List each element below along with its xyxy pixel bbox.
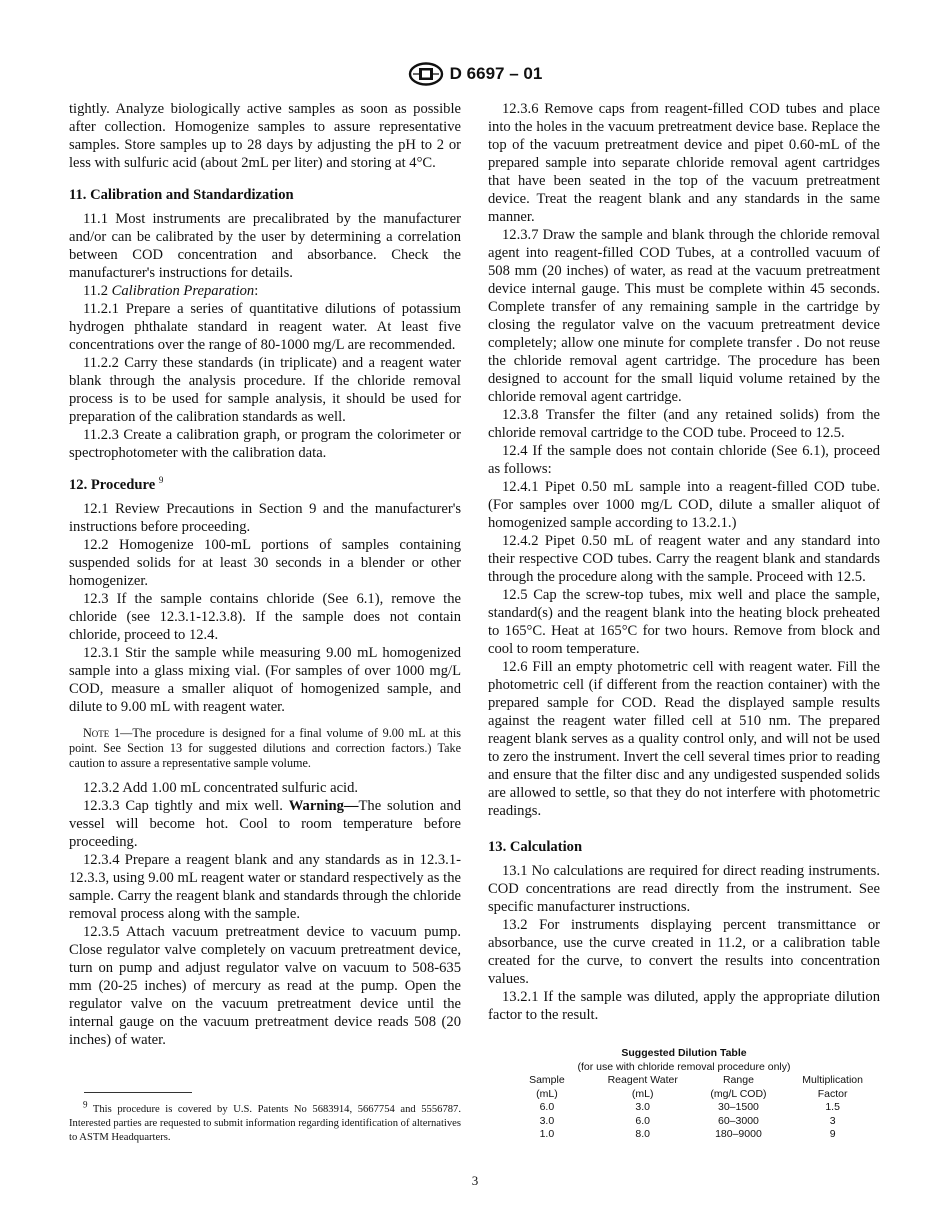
paragraph: 12.3.3 Cap tightly and mix well. Warning—The solution and vessel will become hot. Cool to room temperature before proceeding.	[69, 798, 461, 850]
section-heading: 13. Calculation	[488, 839, 583, 855]
paragraph: 12.4.1 Pipet 0.50 mL sample into a reagent-filled COD tube. (For samples over 1000 mg/L COD, dilute a smaller aliquot of homogenized sample according to 13.2.1.)	[488, 479, 880, 531]
right-column	[488, 100, 880, 1024]
paragraph: 12.3.5 Attach vacuum pretreatment device to vacuum pump. Close regulator valve completely on vacuum pretreatment device, turn on pump and adjust regulator valve on vacuum to 508-635 mm (20-25 inches) of mercury as read at the pump. Open the regulator valve on the vacuum pretreatment device until the internal gauge on the vacuum pretreatment device reads 508 (20 inches) of water.	[69, 924, 461, 1048]
column-header: (mL)	[536, 1087, 558, 1100]
paragraph: 12.3.4 Prepare a reagent blank and any standards as in 12.3.1-12.3.3, using 9.00 mL reagent water or standard respectively as the sample. Carry the reagent blank and standards through the chloride removal process along with the sample.	[69, 852, 461, 922]
column-header: Reagent Water	[607, 1074, 678, 1086]
table-subtitle: (for use with chloride removal procedure only)	[577, 1060, 791, 1073]
table-cell: 180–9000	[715, 1128, 762, 1140]
section-heading: 11. Calibration and Standardization	[69, 187, 294, 203]
column-header: (mg/L COD)	[710, 1087, 767, 1100]
table-cell: 3.0	[539, 1114, 555, 1127]
table-row	[500, 1101, 880, 1115]
column-header: Sample	[529, 1074, 565, 1086]
paragraph: 12.3.7 Draw the sample and blank through the chloride removal agent into reagent-filled COD Tubes, at a controlled vacuum of 508 mm (20 inches) of water, as read at the vacuum pretreatment device internal gauge. This must be complete within 45 seconds. Complete transfer of any remaining sample in the cartridge by closing the regulator valve on the vacuum pretreatment device completely; allow one minute for complete transfer . Do not reuse the chloride removal agent cartridge. The procedure has been designed to account for the small liquid volume retained by the chloride removal agent cartridge.	[488, 227, 880, 405]
table-header-row	[500, 1074, 880, 1088]
footnote-divider	[84, 1092, 192, 1093]
paragraph: 11.2.2 Carry these standards (in triplicate) and a reagent water blank through the analysis procedure. If the chloride removal process is to be used for sample analysis, it should be used for preparation of the calibration standards as well.	[69, 355, 461, 425]
page-number: 3	[471, 1173, 479, 1188]
table-cell: 3.0	[635, 1101, 651, 1113]
paragraph: 12.3.8 Transfer the filter (and any retained solids) from the chloride removal cartridge to the COD tube. Proceed to 12.5.	[488, 407, 880, 441]
paragraph: 11.1 Most instruments are precalibrated by the manufacturer and/or can be calibrated by the user by determining a correlation between COD concentration and absorbance. Check the manufacturer's instructions for details.	[69, 211, 461, 281]
left-column	[69, 100, 461, 1049]
paragraph: 13.2 For instruments displaying percent transmittance or absorbance, use the curve created in 11.2, or a calibration table created for the curve, to convert the results into concentration values.	[488, 917, 880, 987]
table-row	[500, 1128, 880, 1142]
designation: D 6697 – 01	[449, 64, 543, 83]
paragraph: 12.2 Homogenize 100-mL portions of samples containing suspended solids for at least 30 seconds in a blender or other homogenizer.	[69, 537, 461, 589]
paragraph: 12.3 If the sample contains chloride (See 6.1), remove the chloride (see 12.3.1-12.3.8). If the sample does not contain chloride, proceed to 12.4.	[69, 591, 461, 643]
paragraph: 12.3.6 Remove caps from reagent-filled COD tubes and place into the holes in the vacuum pretreatment device base. Replace the top of the vacuum pretreatment device and pipet 0.60-mL of the prepared sample into separate chloride removal agent cartridges that have been seated in the top of the vacuum pretreatment device. Treat the reagent blank and any standards in the same manner.	[488, 101, 880, 225]
paragraph: 11.2 Calibration Preparation:	[83, 283, 259, 299]
table-cell: 8.0	[635, 1128, 651, 1140]
note: Note 1—The procedure is designed for a final volume of 9.00 mL at this point. See Section 13 for suggested dilutions and correction factors.) Take caution to assure a representative sample volume.	[69, 726, 461, 770]
paragraph: 13.2.1 If the sample was diluted, apply the appropriate dilution factor to the result.	[488, 989, 880, 1023]
table-cell: 1.5	[825, 1101, 840, 1113]
table-row	[500, 1115, 880, 1129]
dilution-table	[488, 1047, 880, 1142]
footnote: $^9$ This procedure is covered by U.S. Patents No 5683914, 5667754 and 5556787. Interested parties are requested to submit information regarding identification of alternatives to ASTM Headquarters.	[69, 1099, 461, 1143]
page-header	[0, 62, 950, 91]
table-title: Suggested Dilution Table	[621, 1047, 747, 1059]
paragraph: tightly. Analyze biologically active samples as soon as possible after collection. Homogenize samples to assure representative samples. Store samples up to 28 days by adjusting the pH to 2 or less with sulfuric acid (about 2mL per liter) and storing at 4°C.	[69, 101, 461, 171]
footnote-ref: 9	[158, 475, 164, 486]
paragraph: 12.3.1 Stir the sample while measuring 9.00 mL homogenized sample into a glass mixing vial. (For samples of over 1000 mg/L COD, measure a smaller aliquot of homogenized sample, and dilute to 9.00 mL with reagent water.	[69, 645, 461, 715]
paragraph: 11.2.1 Prepare a series of quantitative dilutions of potassium hydrogen phthalate standard in reagent water. At least five concentrations over the range of 80-1000 mg/L are recommended.	[69, 301, 461, 353]
column-header: Multiplication	[802, 1074, 863, 1086]
column-header: Range	[722, 1074, 754, 1086]
column-header: (mL)	[631, 1087, 654, 1100]
paragraph: 13.1 No calculations are required for direct reading instruments. COD concentrations are read directly from the instrument. See specific manufacturer instructions.	[488, 863, 880, 915]
paragraph: 12.4.2 Pipet 0.50 mL of reagent water and any standard into their respective COD tubes. Carry the reagent blank and standards through the procedure along with the sample. Proceed with 12.5.	[488, 533, 880, 585]
table-header-row	[500, 1088, 880, 1102]
table-cell: 1.0	[539, 1128, 555, 1140]
astm-logo-icon	[408, 62, 444, 86]
table	[500, 1074, 880, 1142]
section-heading: 12. Procedure $^9$	[69, 475, 164, 493]
table-cell: 6.0	[635, 1114, 651, 1127]
table-cell: 3	[829, 1114, 836, 1127]
column-header: Factor	[817, 1087, 848, 1100]
table-cell: 9	[829, 1128, 836, 1140]
table-cell: 6.0	[539, 1101, 555, 1113]
paragraph: 11.2.3 Create a calibration graph, or program the colorimeter or spectrophotometer with the calibration data.	[69, 427, 461, 461]
paragraph: 12.3.2 Add 1.00 mL concentrated sulfuric acid.	[83, 780, 359, 796]
paragraph: 12.5 Cap the screw-top tubes, mix well and place the sample, standard(s) and the reagent blank into the heating block preheated to 165°C. Heat at 165°C for two hours. Remove from block and cool to room temperature.	[488, 587, 880, 657]
paragraph: 12.4 If the sample does not contain chloride (See 6.1), proceed as follows:	[488, 443, 880, 477]
table-cell: 30–1500	[718, 1101, 759, 1113]
paragraph: 12.1 Review Precautions in Section 9 and the manufacturer's instructions before proceeding.	[69, 501, 461, 535]
table-cell: 60–3000	[718, 1114, 759, 1127]
paragraph: 12.6 Fill an empty photometric cell with reagent water. Fill the photometric cell (if different from the reaction container) with the prepared sample for COD. Read the displayed sample results against the reagent water filled cell at 510 nm. The prepared reagent blank serves as a quality control only, and will not be used to zero the instrument. Invert the cell several times prior to reading and ensure that the filter disc and any undigested suspended solids are allowed to settle, so that they do not interfere with photometric readings.	[488, 659, 880, 819]
